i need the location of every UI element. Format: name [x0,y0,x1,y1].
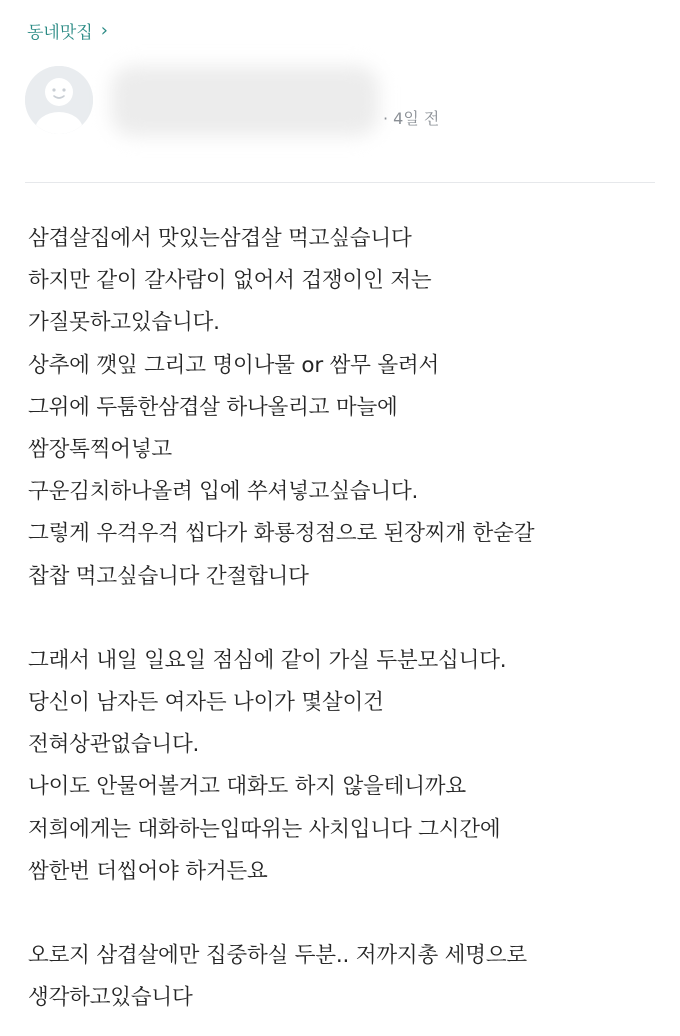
post-time: · 4일 전 [383,109,440,128]
paragraph-spacer [28,893,668,935]
category-link[interactable] [27,18,108,43]
post-text-line: 당신이 남자든 여자든 나이가 몇살이건 [28,690,384,716]
post-text-line: 가질못하고있습니다. [28,310,220,336]
post-text-line: 생각하고있습니다 [28,985,193,1011]
post-text-line: 삼겹살집에서 맛있는삼겹살 먹고싶습니다 [28,226,412,251]
author-name-redacted [111,66,379,136]
post-text-line: 쌈한번 더씹어야 하거든요 [28,858,268,884]
divider [25,182,655,183]
author-row [25,66,655,136]
post-text-line: 나이도 안물어볼거고 대화도 하지 않을테니까요 [28,774,466,800]
post-text-line: 그렇게 우걱우걱 씹다가 화룡정점으로 된장찌개 한숟갈 [28,521,535,547]
paragraph-spacer [28,598,668,640]
post-text-line: 그래서 내일 일요일 점심에 같이 가실 두분모십니다. [28,647,507,673]
post-text-line: 저희에게는 대화하는입따위는 사치입니다 그시간에 [28,816,501,842]
post-text-line: 찹찹 먹고싶습니다 간절합니다 [28,563,309,589]
category-label: 동네맛집 [27,23,93,43]
post-text-line: 전혀상관없습니다. [28,732,200,758]
post-text-line: 그위에 두툼한삼겹살 하나올리고 마늘에 [28,394,398,420]
post-text-line: 상추에 깻잎 그리고 명이나물 or 쌈무 올려서 [28,352,440,378]
post-text-line: 구운김치하나올려 입에 쑤셔넣고싶습니다. [28,479,419,505]
post-text-line: 오로지 삼겹살에만 집중하실 두분.. 저까지총 세명으로 [28,943,527,969]
default-avatar-icon[interactable] [25,66,93,134]
chevron-right-icon: › [100,19,108,41]
post-body [28,218,668,1020]
post-text-line: 쌈장톡찍어넣고 [28,436,172,462]
post-text-line: 하지만 같이 갈사람이 없어서 겁쟁이인 저는 [28,268,432,294]
